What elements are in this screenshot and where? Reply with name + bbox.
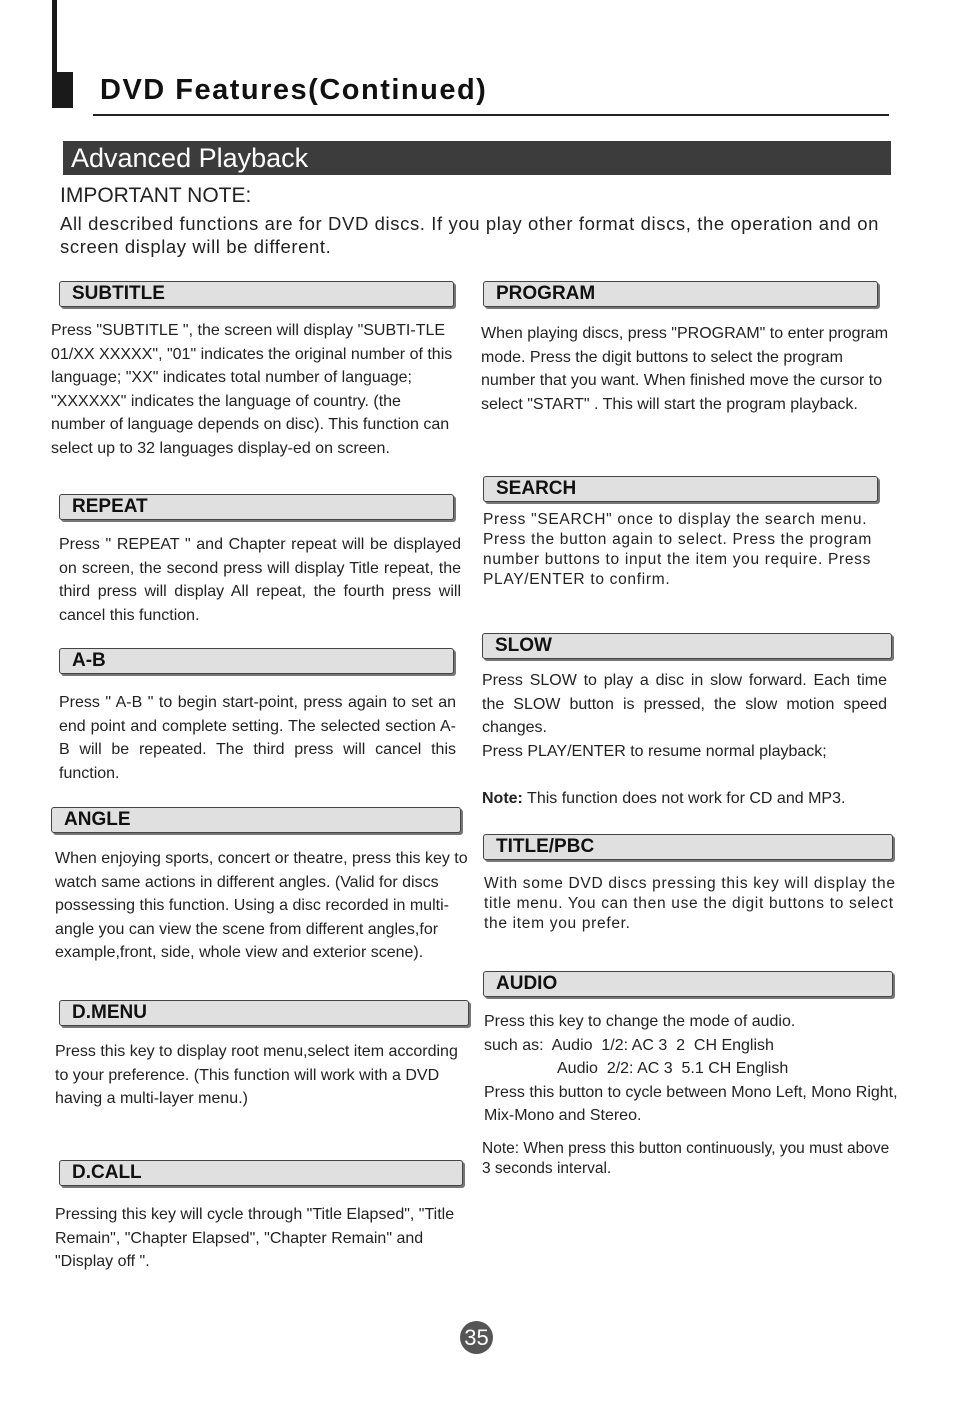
slow-note-text: This function does not work for CD and MP3. (522, 790, 846, 807)
program-paragraph: When playing discs, press "PROGRAM" to enter program mode. Press the digit buttons to select the program number that you want. When finished move the cursor to select "START" . This will start the program playback. (481, 325, 889, 413)
subtitle-paragraph: Press "SUBTITLE ", the screen will display "SUBTI-TLE 01/XX XXXXX", "01" indicates the original number of this language; "XX" indicates total number of language; "XXXXXX" indicates the language of country. (the number of language depends on disc). This function can select up to 32 languages display-ed on screen. (51, 322, 453, 457)
audio-line-2: such as: Audio 1/2: AC 3 2 CH English (484, 1036, 774, 1054)
slow-note-label: Note: (482, 790, 523, 807)
slow-paragraph-2: Press PLAY/ENTER to resume normal playback; (482, 742, 827, 760)
slow-text (482, 669, 887, 811)
audio-line-4: Press this button to cycle between Mono Left, Mono Right, Mix-Mono and Stereo. (484, 1083, 898, 1124)
audio-note (482, 1139, 902, 1179)
search-paragraph: Press "SEARCH" once to display the search menu. Press the button again to select. Press the program number buttons to input the item you require. Press PLAY/ENTER to confirm. (483, 511, 872, 588)
repeat-header: REPEAT (59, 494, 454, 520)
angle-header: ANGLE (51, 807, 461, 833)
search-header: SEARCH (483, 476, 878, 502)
angle-paragraph: When enjoying sports, concert or theatre, press this key to watch same actions in different angles. (Valid for discs possessing this function. Using a disc recorded in multi-angle you can view the scene from different angles,for example,front, side, whole view and exterior scene). (55, 850, 468, 961)
subtitle-text (51, 319, 456, 460)
slow-header: SLOW (482, 633, 892, 659)
title-rule (93, 114, 889, 116)
audio-line-1: Press this key to change the mode of audio. (484, 1013, 796, 1030)
repeat-paragraph: Press " REPEAT " and Chapter repeat will be displayed on screen, the second press will display Title repeat, the third press will display All repeat, the fourth press will cancel this function. (59, 536, 461, 624)
dcall-paragraph: Pressing this key will cycle through "Title Elapsed", "Title Remain", "Chapter Elapsed", "Chapter Remain" and "Display off ". (55, 1206, 455, 1270)
dmenu-header: D.MENU (59, 1000, 469, 1026)
dmenu-text (55, 1040, 475, 1111)
program-header: PROGRAM (483, 281, 878, 307)
titlepbc-header: TITLE/PBC (483, 834, 893, 860)
dcall-header: D.CALL (59, 1160, 463, 1186)
page-title: DVD Features(Continued) (100, 74, 488, 106)
audio-header: AUDIO (483, 971, 893, 997)
titlepbc-text (484, 874, 914, 934)
titlepbc-paragraph: With some DVD discs pressing this key will display the title menu. You can then use the digit buttons to select the item you prefer. (484, 875, 896, 932)
dmenu-paragraph: Press this key to display root menu,select item according to your preference. (This function will work with a DVD having a multi-layer menu.) (55, 1043, 458, 1107)
ab-text (59, 691, 456, 785)
audio-text (484, 1010, 904, 1128)
audio-line-3: Audio 2/2: AC 3 5.1 CH English (557, 1060, 789, 1077)
ab-paragraph: Press " A-B " to begin start-point, press again to set an end point and complete setting. The selected section A-B will be repeated. The third press will cancel this function. (59, 694, 456, 782)
angle-text (55, 847, 471, 965)
search-text (483, 510, 893, 590)
dcall-text (55, 1203, 475, 1274)
subtitle-header: SUBTITLE (59, 281, 454, 307)
slow-note (482, 787, 887, 811)
important-note-label: IMPORTANT NOTE: (60, 184, 252, 207)
section-banner: Advanced Playback (63, 141, 891, 175)
ab-header: A-B (59, 648, 454, 674)
slow-paragraph: Press SLOW to play a disc in slow forward. Each time the SLOW button is pressed, the slow motion speed changes. (482, 672, 887, 736)
page-number: 35 (460, 1321, 493, 1354)
audio-note-text: Note: When press this button continuously, you must above 3 seconds interval. (482, 1140, 890, 1177)
important-note-text: All described functions are for DVD discs. If you play other format discs, the operation and on screen display will be different. (60, 213, 879, 257)
corner-bar-block (52, 72, 73, 108)
program-text (481, 322, 893, 416)
repeat-text (59, 533, 461, 627)
